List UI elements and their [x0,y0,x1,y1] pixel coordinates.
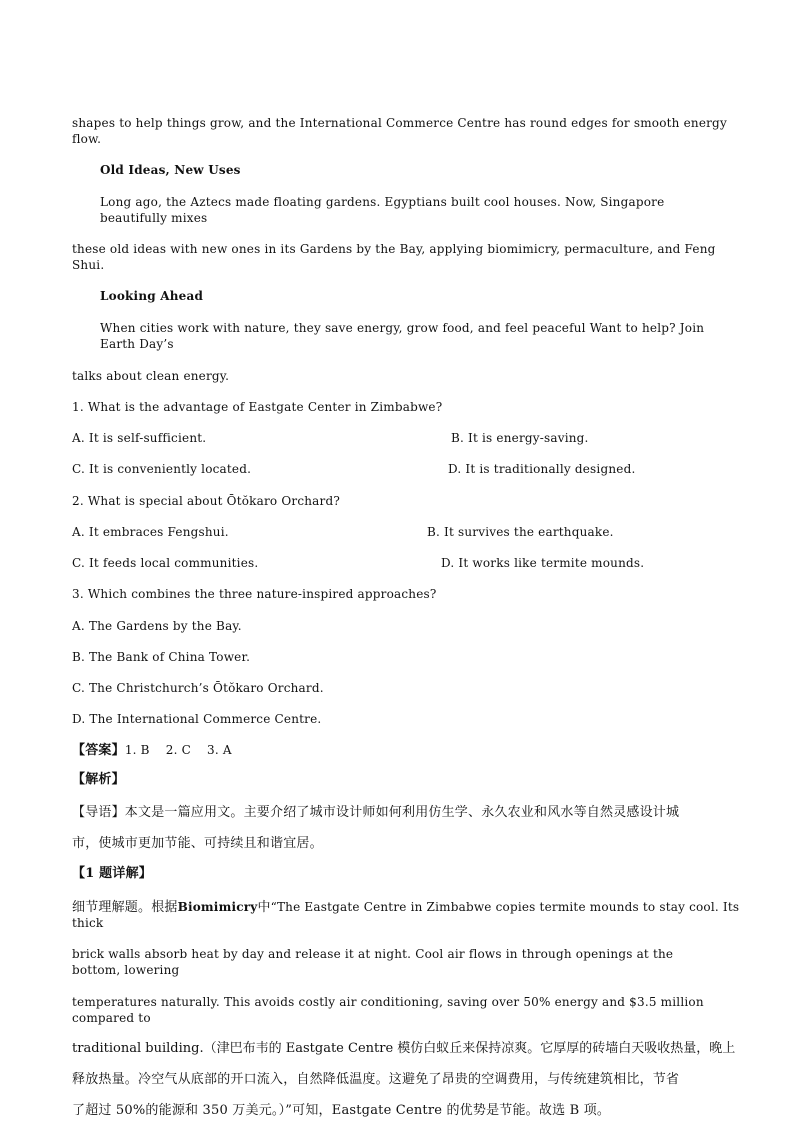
q1-detail-line: 释放热量。冷空气从底部的开口流入，自然降低温度。这避免了昂贵的空调费用，与传统建筑相比，节省 [72,1072,680,1087]
question-1-option-a: A. It is self-sufficient. [72,431,207,445]
passage-line: flow. [72,132,102,146]
answer-values: 1. B 2. C 3. A [124,743,232,757]
question-1-option-c: C. It is conveniently located. [72,462,252,476]
question-2-option-c: C. It feeds local communities. [72,556,259,570]
q1-detail-line [72,900,739,915]
question-3-option-a: A. The Gardens by the Bay. [72,619,242,633]
question-2-option-a: A. It embraces Fengshui. [72,525,229,539]
q1-detail-quote: “The Eastgate Centre in Zimbabwe copies termite mounds to stay cool. Its [270,900,740,914]
q1-detail-keyword: Biomimicry [177,900,258,914]
passage-line: When cities work with nature, they save energy, grow food, and feel peaceful Want to help? Join [100,321,705,335]
q1-detail-line: traditional building.（津巴布韦的 Eastgate Centre 模仿白蚁丘来保持凉爽。它厚厚的砖墙白天吸收热量，晚上 [72,1041,736,1056]
guide-line: 【导语】本文是一篇应用文。主要介绍了城市设计师如何利用仿生学、永久农业和风水等自然灵感设计城 [72,805,680,820]
question-1-stem: 1. What is the advantage of Eastgate Center in Zimbabwe? [72,400,443,414]
guide-line: 市，使城市更加节能、可持续且和谐宜居。 [72,836,323,851]
passage-line: shapes to help things grow, and the International Commerce Centre has round edges for smooth energy [72,116,727,130]
q1-detail-cn: 细节理解题。根据 [72,900,178,915]
answer-line [72,743,232,758]
question-1-option-d: D. It is traditionally designed. [448,462,636,476]
passage-line: Long ago, the Aztecs made floating gardens. Egyptians built cool houses. Now, Singapore [100,195,665,209]
q1-detail-cn: 中 [257,900,271,915]
passage-line: Earth Day’s [100,337,174,351]
question-3-option-d: D. The International Commerce Centre. [72,712,322,726]
q1-detail-line: thick [72,916,104,930]
question-3-option-c: C. The Christchurch’s Ōtŏkaro Orchard. [72,681,324,695]
passage-line: these old ideas with new ones in its Gardens by the Bay, applying biomimicry, permaculture, and Feng [72,242,716,256]
q1-detail-line: brick walls absorb heat by day and release it at night. Cool air flows in through openings at the [72,947,674,961]
question-3-option-b: B. The Bank of China Tower. [72,650,251,664]
question-1-option-b: B. It is energy-saving. [451,431,589,445]
question-2-option-b: B. It survives the earthquake. [427,525,614,539]
q1-detail-line: compared to [72,1011,151,1025]
answer-label: 【答案】 [72,743,125,758]
q1-detail-line: temperatures naturally. This avoids costly air conditioning, saving over 50% energy and $3.5 million [72,995,704,1009]
question-2-option-d: D. It works like termite mounds. [441,556,645,570]
q1-detail-line: 了超过 50%的能源和 350 万美元。）”可知，Eastgate Centre 的优势是节能。故选 B 项。 [72,1103,611,1118]
q1-detail-line: bottom, lowering [72,963,180,977]
question-2-stem: 2. What is special about Ōtŏkaro Orchard? [72,494,340,508]
passage-line: talks about clean energy. [72,369,230,383]
passage-line: beautifully mixes [100,211,208,225]
section-heading-looking-ahead: Looking Ahead [100,289,204,303]
question-3-stem: 3. Which combines the three nature-inspired approaches? [72,587,437,601]
section-heading-old-ideas: Old Ideas, New Uses [100,163,241,177]
passage-line: Shui. [72,258,105,272]
q1-detail-title: 【1 题详解】 [72,866,152,881]
analysis-label: 【解析】 [72,772,125,787]
